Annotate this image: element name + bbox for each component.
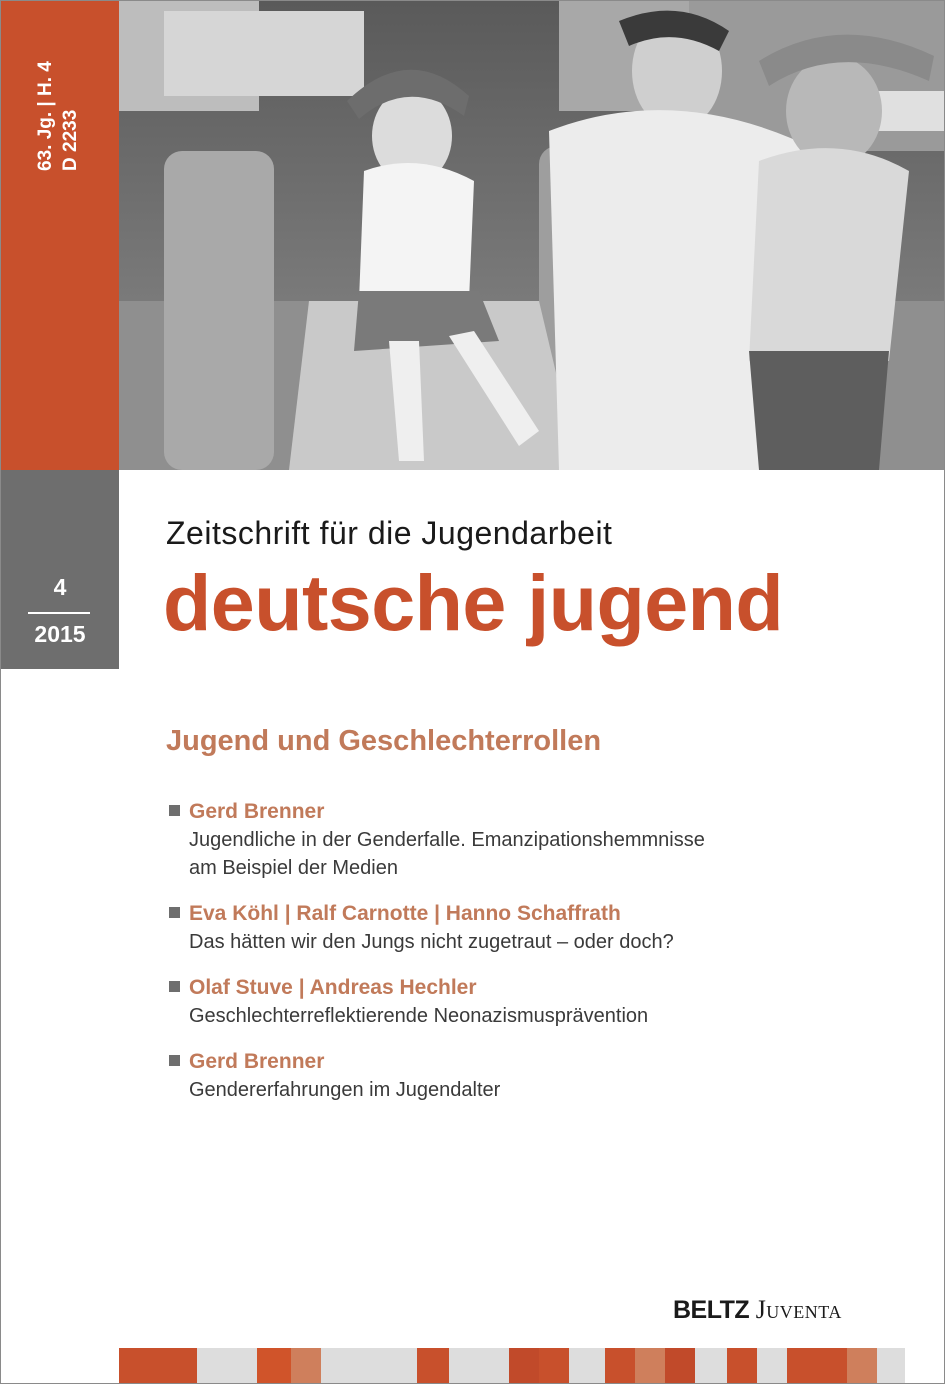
table-of-contents [166,797,866,1121]
issue-divider [28,612,90,614]
toc-entry [166,899,866,956]
stripe-segment [569,1348,605,1383]
bullet-square-icon [169,907,180,918]
toc-author: Gerd Brenner [189,1050,325,1073]
toc-article-line: am Beispiel der Medien [189,857,398,879]
publisher-name-juventa: Juventa [755,1295,842,1324]
publisher-name-beltz: BELTZ [673,1296,750,1324]
toc-entry [166,973,866,1030]
stripe-segment [635,1348,665,1383]
stripe-segment [381,1348,417,1383]
stripe-segment [605,1348,635,1383]
magazine-subtitle: Zeitschrift für die Jugendarbeit [166,515,613,551]
stripe-segment [257,1348,291,1383]
toc-article-line: Jugendliche in der Genderfalle. Emanzipationshemmnisse [189,829,705,851]
toc-article-line: Gendererfahrungen im Jugendalter [189,1079,501,1101]
decorative-stripe-bar [119,1348,945,1383]
stripe-segment [291,1348,321,1383]
toc-article-line: Das hätten wir den Jungs nicht zugetraut – oder doch? [189,931,674,953]
stripe-segment [757,1348,787,1383]
stripe-segment [695,1348,727,1383]
magazine-title: deutsche jugend [163,558,784,647]
toc-author: Eva Köhl | Ralf Carnotte | Hanno Schaffrath [189,902,621,925]
bullet-square-icon [169,1055,180,1066]
spine-strip [1,1,119,470]
stripe-segment [417,1348,449,1383]
volume-issue: 63. Jg. | H. 4 [35,61,56,171]
publisher-logo [673,1295,842,1325]
stripe-segment [197,1348,227,1383]
stripe-segment [727,1348,757,1383]
stripe-segment [787,1348,817,1383]
stripe-segment [877,1348,905,1383]
stripe-segment [665,1348,695,1383]
stripe-segment [539,1348,569,1383]
cover-photo [119,1,945,470]
issue-box [1,470,119,669]
toc-entry [166,797,866,882]
stripe-segment [847,1348,877,1383]
spine-text [33,61,83,171]
issue-number: 4 [53,574,67,600]
toc-author: Gerd Brenner [189,800,325,823]
issue-theme: Jugend und Geschlechterrollen [166,725,602,757]
stripe-segment [321,1348,381,1383]
toc-entry [166,1047,866,1104]
stripe-segment [227,1348,257,1383]
toc-author: Olaf Stuve | Andreas Hechler [189,976,477,999]
stripe-segment [119,1348,197,1383]
postal-code: D 2233 [60,109,81,171]
stripe-segment [509,1348,539,1383]
toc-article-line: Geschlechterreflektierende Neonazismusprävention [189,1005,649,1027]
stripe-segment [449,1348,509,1383]
bullet-square-icon [169,805,180,816]
stripe-segment [817,1348,847,1383]
bullet-square-icon [169,981,180,992]
issue-year: 2015 [34,621,86,647]
